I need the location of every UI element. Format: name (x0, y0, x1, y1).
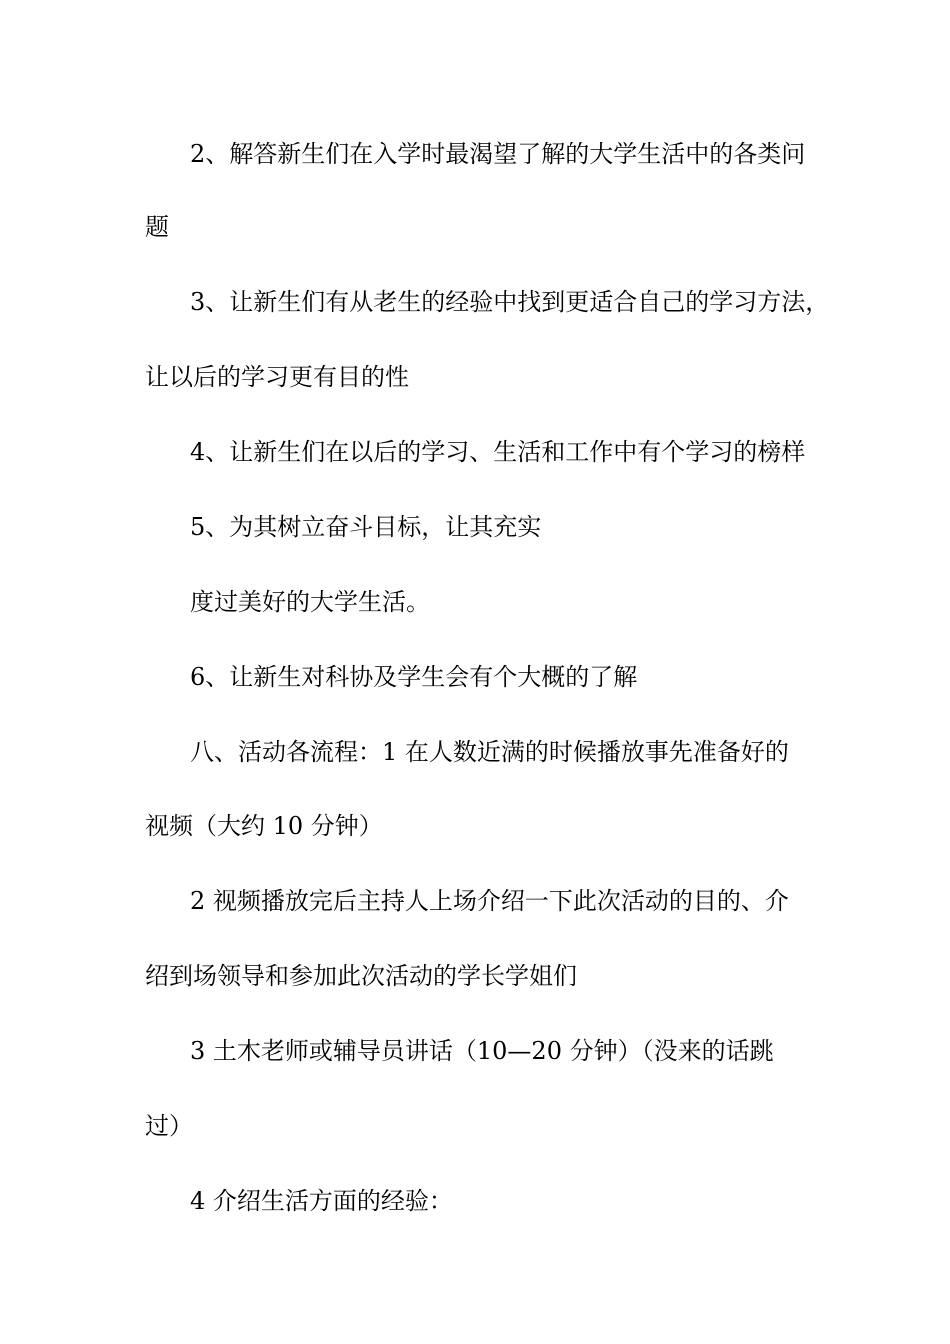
paragraph-line: 八、活动各流程：1 在人数近满的时候播放事先准备好的 (190, 738, 789, 766)
paragraph-line: 2、解答新生们在入学时最渴望了解的大学生活中的各类问 (190, 140, 806, 168)
paragraph-line: 2 视频播放完后主持人上场介绍一下此次活动的目的、介 (190, 887, 789, 915)
paragraph-line: 视频（大约 10 分钟） (145, 812, 383, 840)
paragraph-line: 5、为其树立奋斗目标，让其充实 (190, 513, 542, 541)
paragraph-line: 3 土木老师或辅导员讲话（10—20 分钟）（没来的话跳 (190, 1037, 774, 1065)
paragraph-line: 3、让新生们有从老生的经验中找到更适合自己的学习方法， (190, 288, 830, 316)
paragraph-line: 度过美好的大学生活。 (190, 588, 430, 616)
paragraph-line: 4、让新生们在以后的学习、生活和工作中有个学习的榜样 (190, 438, 806, 466)
paragraph-line: 题 (145, 213, 169, 241)
paragraph-line: 让以后的学习更有目的性 (145, 363, 409, 391)
paragraph-line: 绍到场领导和参加此次活动的学长学姐们 (145, 962, 577, 990)
paragraph-line: 4 介绍生活方面的经验： (190, 1187, 453, 1215)
paragraph-line: 6、让新生对科协及学生会有个大概的了解 (190, 663, 638, 691)
paragraph-line: 过） (145, 1112, 193, 1140)
